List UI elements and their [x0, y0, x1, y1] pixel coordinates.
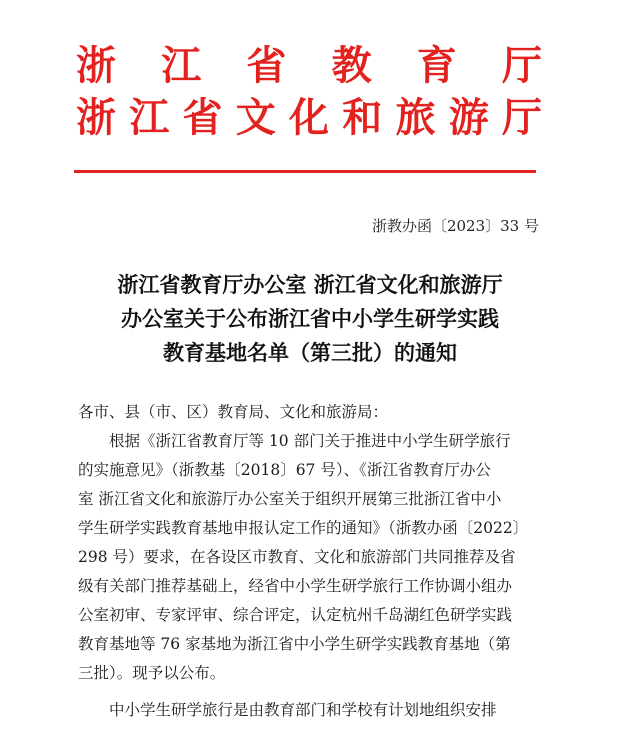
issuer-line-culture-tourism	[74, 92, 544, 144]
red-divider-rule	[74, 170, 536, 173]
paragraph-line: 根据《浙江省教育厅等 10 部门关于推进中小学生研学旅行	[109, 432, 511, 450]
document-body	[78, 398, 548, 725]
paragraph-2	[78, 696, 548, 725]
paragraph-line: 公室初审、专家评审、综合评定，认定杭州千岛湖红色研学实践	[78, 606, 513, 624]
header-char: 文	[235, 94, 276, 141]
header-char: 浙	[76, 42, 116, 89]
paragraph-line: 的实施意见》（浙教基〔2018〕67 号）、《浙江省教育厅办公	[78, 461, 491, 479]
document-title	[60, 268, 560, 370]
issuer-line-education	[74, 40, 544, 92]
header-char: 厅	[502, 94, 542, 141]
header-char: 游	[448, 94, 489, 141]
paragraph-line: 中小学生研学旅行是由教育部门和学校有计划地组织安排	[109, 701, 497, 719]
header-char: 省	[246, 42, 287, 89]
paragraph-line: 学生研学实践教育基地申报认定工作的通知》（浙教办函〔2022〕	[78, 519, 529, 537]
header-char: 育	[416, 42, 457, 89]
header-char: 浙	[76, 94, 116, 141]
salutation: 各市、县（市、区）教育局、文化和旅游局：	[78, 403, 389, 421]
title-line: 教育基地名单（第三批）的通知	[163, 341, 457, 365]
header-char: 江	[161, 42, 202, 89]
paragraph-line: 教育基地等 76 家基地为浙江省中小学生研学实践教育基地（第	[78, 635, 511, 653]
title-line: 办公室关于公布浙江省中小学生研学实践	[121, 307, 499, 331]
header-char: 旅	[395, 94, 436, 141]
header-char: 省	[182, 94, 223, 141]
header-char: 厅	[501, 42, 542, 89]
paragraph-gap	[78, 688, 548, 696]
header-char: 江	[129, 94, 170, 141]
paragraph-line: 级有关部门推荐基础上，经省中小学生研学旅行工作协调小组办	[78, 577, 513, 595]
title-line: 浙江省教育厅办公室 浙江省文化和旅游厅	[117, 273, 503, 297]
header-char: 教	[331, 42, 372, 89]
header-char: 和	[342, 94, 383, 141]
paragraph-1	[78, 427, 548, 688]
document-number: 浙教办函〔2023〕33 号	[371, 217, 539, 235]
header-char: 化	[289, 94, 329, 141]
paragraph-line: 298 号）要求，在各设区市教育、文化和旅游部门共同推荐及省	[78, 548, 516, 566]
paragraph-line: 室 浙江省文化和旅游厅办公室关于组织开展第三批浙江省中小	[78, 490, 502, 508]
paragraph-line: 三批）。现予以公布。	[78, 664, 226, 682]
issuer-header	[74, 40, 544, 144]
